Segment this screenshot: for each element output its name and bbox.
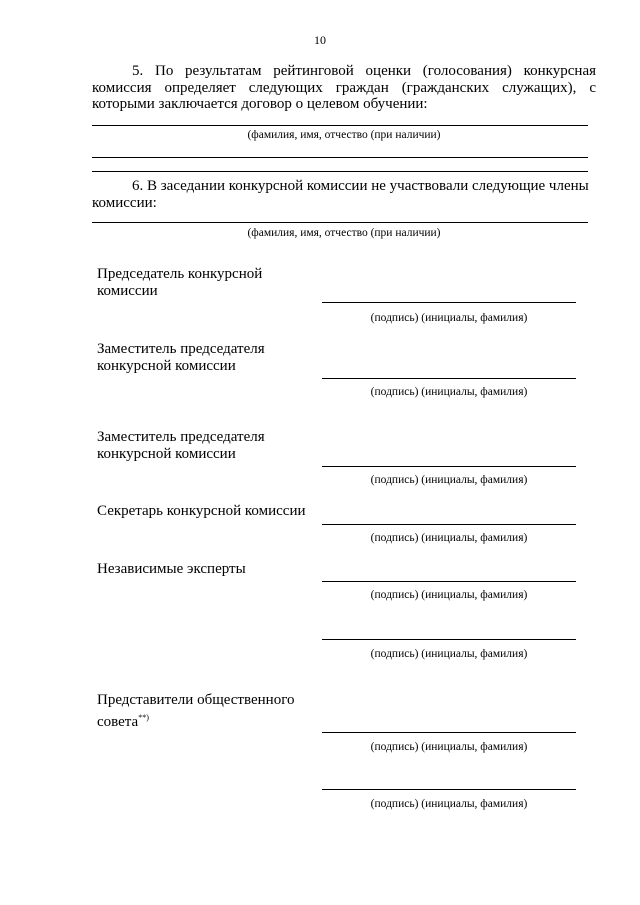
item6-text: 6. В заседании конкурсной комиссии не участвовали следующие члены комиссии: xyxy=(92,178,589,211)
fio-line xyxy=(92,125,588,126)
signature-caption: (подпись) (инициалы, фамилия) xyxy=(370,386,528,398)
signature-line xyxy=(322,639,576,640)
signature-line xyxy=(322,302,576,303)
signature-caption: (подпись) (инициалы, фамилия) xyxy=(370,589,528,601)
footnote-mark: **) xyxy=(138,713,149,722)
role-deputy-chair: Заместитель председателя конкурсной комиссии xyxy=(97,341,265,374)
signature-line xyxy=(322,581,576,582)
signature-line xyxy=(322,732,576,733)
signature-caption: (подпись) (инициалы, фамилия) xyxy=(370,798,528,810)
role-public-council xyxy=(97,692,307,731)
signature-line xyxy=(322,378,576,379)
role-chair: Председатель конкурсной комиссии xyxy=(97,266,263,299)
signature-caption: (подпись) (инициалы, фамилия) xyxy=(370,648,528,660)
page-number: 10 xyxy=(314,33,326,47)
fio-line xyxy=(92,222,588,223)
fio-line xyxy=(92,171,588,172)
fio-caption: (фамилия, имя, отчество (при наличии) xyxy=(247,129,441,141)
role-public-council-text: Представители общественного совета xyxy=(97,692,295,730)
role-deputy-chair: Заместитель председателя конкурсной комиссии xyxy=(97,429,265,462)
signature-line xyxy=(322,789,576,790)
signature-caption: (подпись) (инициалы, фамилия) xyxy=(370,532,528,544)
signature-caption: (подпись) (инициалы, фамилия) xyxy=(370,741,528,753)
fio-caption: (фамилия, имя, отчество (при наличии) xyxy=(247,227,441,239)
signature-caption: (подпись) (инициалы, фамилия) xyxy=(370,312,528,324)
signature-caption: (подпись) (инициалы, фамилия) xyxy=(370,474,528,486)
fio-line xyxy=(92,157,588,158)
signature-line xyxy=(322,466,576,467)
item5-text: 5. По результатам рейтинговой оценки (голосования) конкурсная комиссия определяет следующих граждан (гражданских служащих), с которыми заключается договор о целевом обучении: xyxy=(92,63,596,112)
role-secretary: Секретарь конкурсной комиссии xyxy=(97,503,306,519)
signature-line xyxy=(322,524,576,525)
role-experts: Независимые эксперты xyxy=(97,561,246,577)
